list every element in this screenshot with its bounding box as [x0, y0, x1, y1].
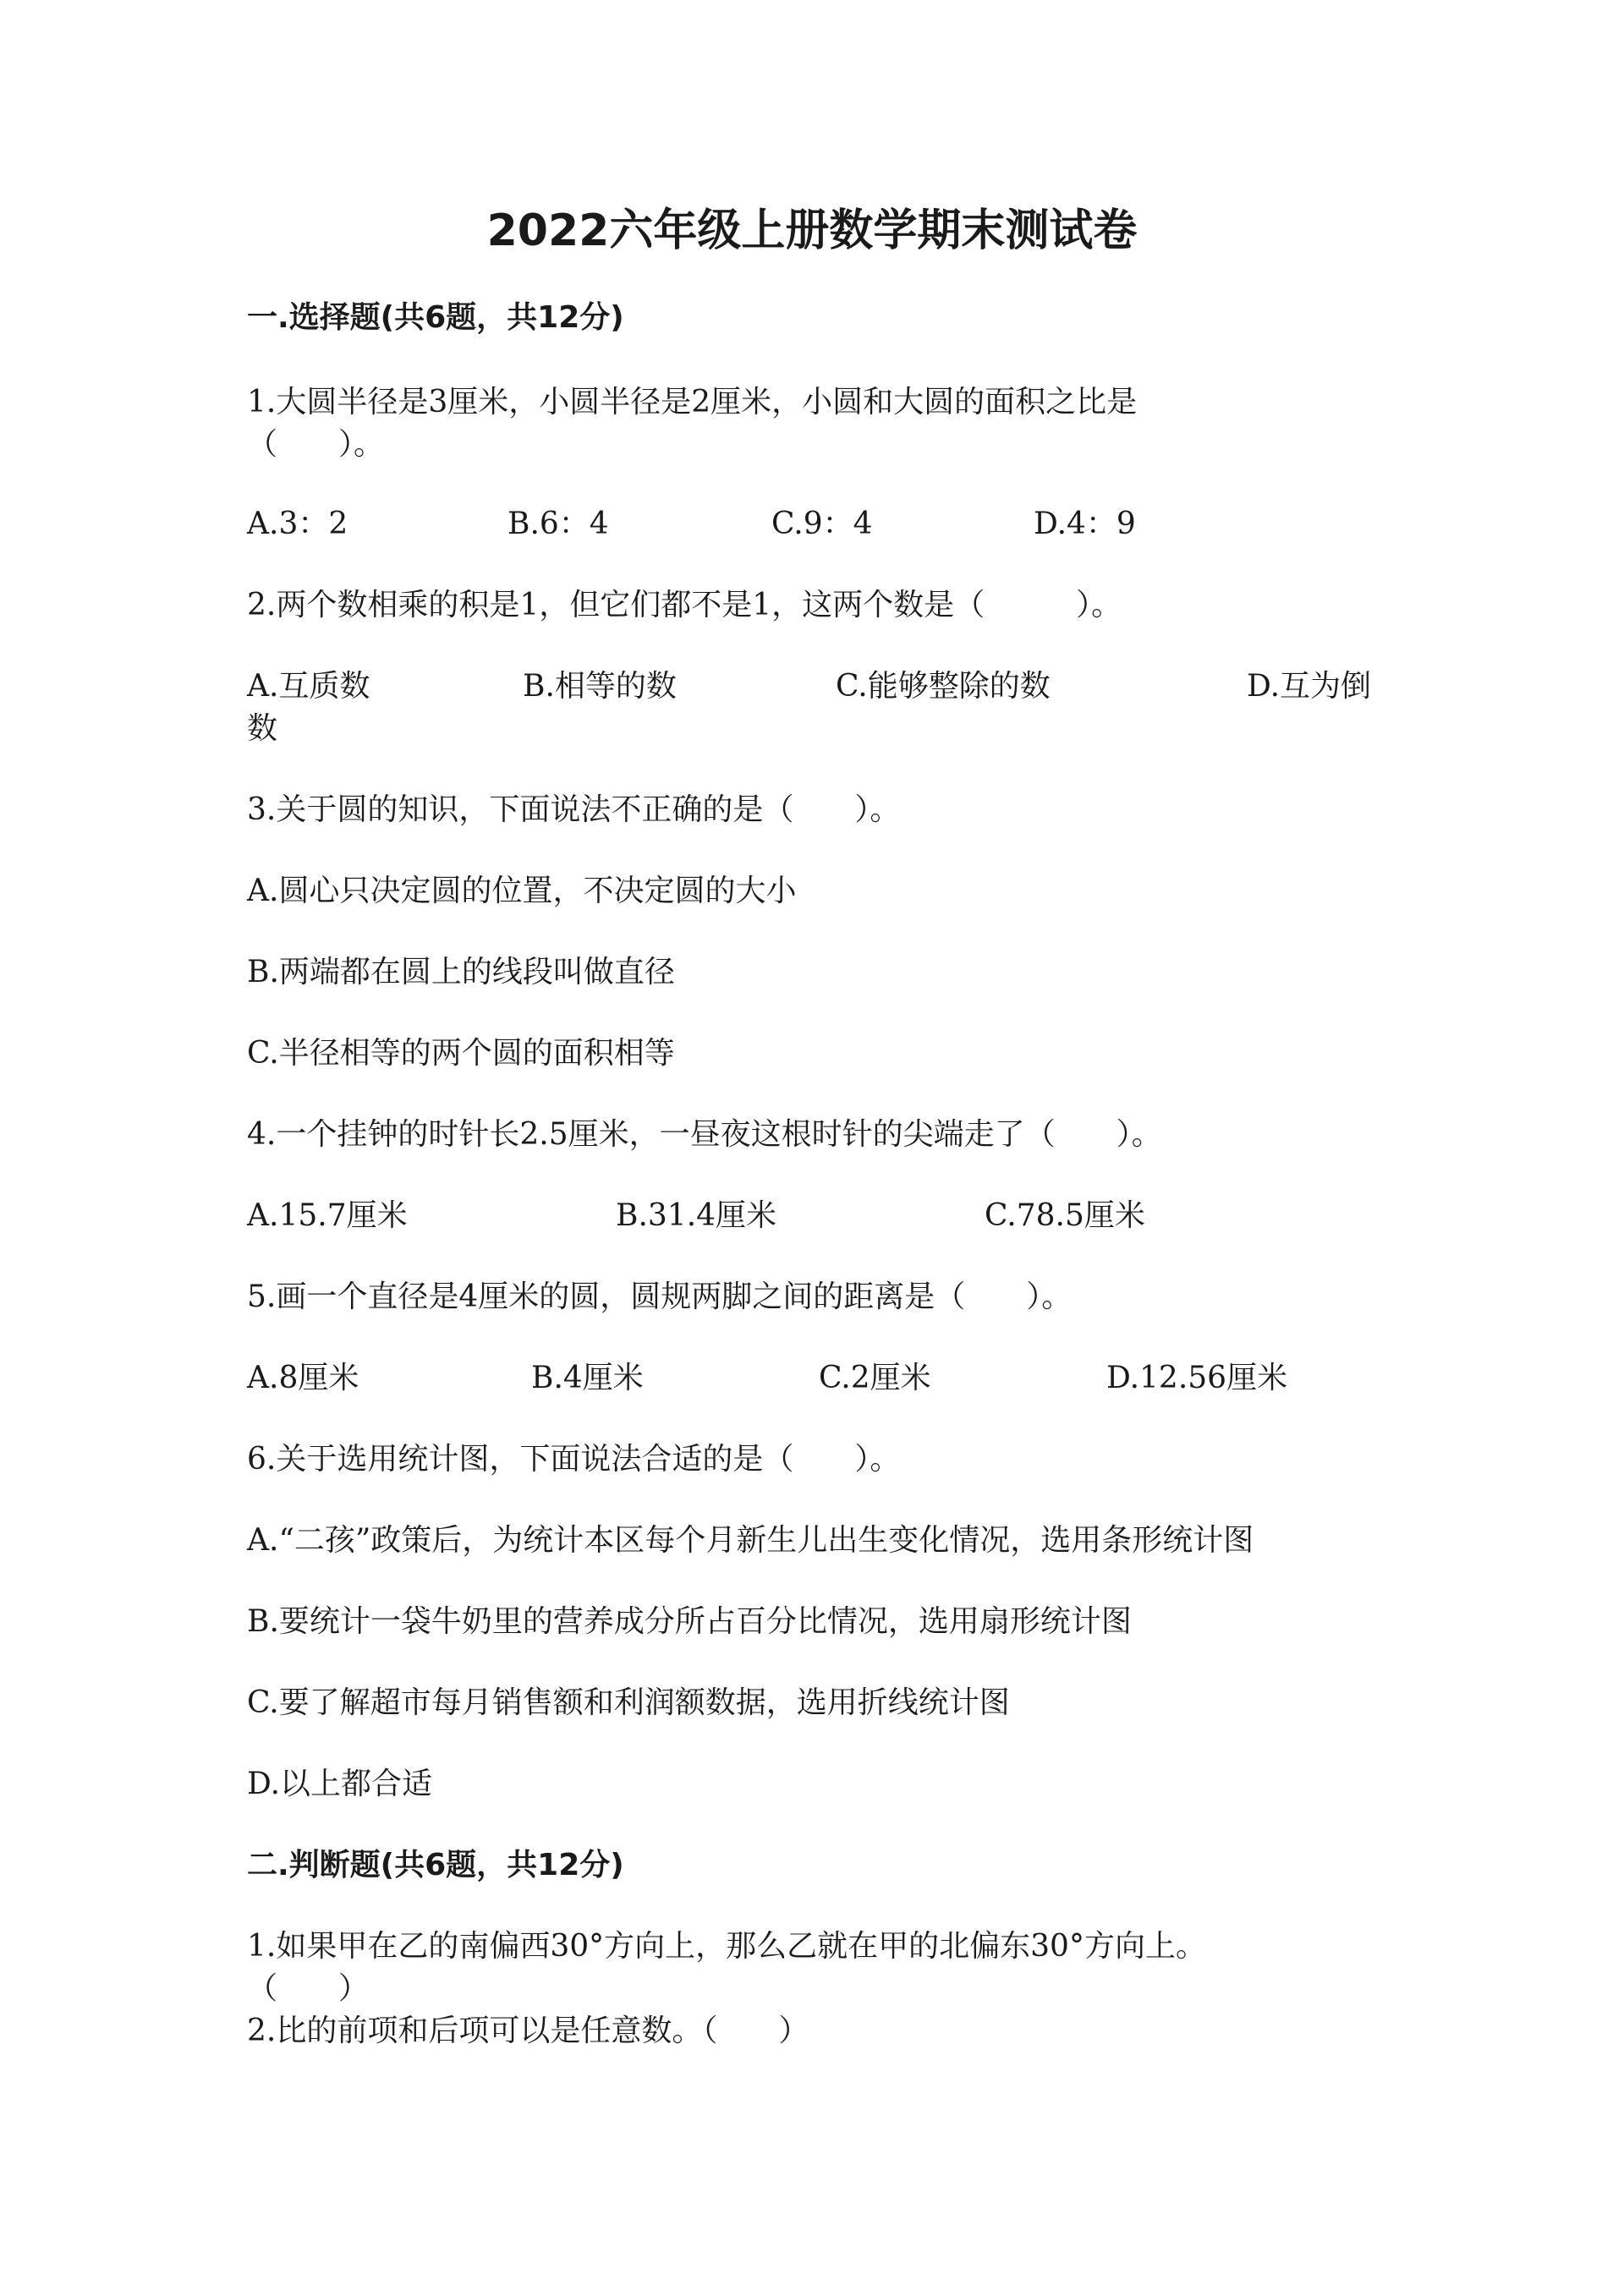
question-2-text: 2.两个数相乘的积是1，但它们都不是1，这两个数是（ ）。 [247, 588, 1122, 622]
question-2-option-c: C.能够整除的数 [836, 669, 1051, 704]
question-6-option-d: D.以上都合适 [247, 1767, 433, 1801]
question-2-option-d-wrap: 数 [247, 711, 278, 746]
question-1-text: 1.大圆半径是3厘米，小圆半径是2厘米，小圆和大圆的面积之比是 [247, 385, 1138, 419]
question-5-option-d: D.12.56厘米 [1106, 1361, 1288, 1395]
judgement-1-blank: （ ） [247, 1971, 370, 2006]
question-5-option-a: A.8厘米 [247, 1361, 359, 1395]
question-6-option-a: A.“二孩”政策后，为统计本区每个月新生儿出生变化情况，选用条形统计图 [247, 1523, 1254, 1558]
question-5-text: 5.画一个直径是4厘米的圆，圆规两脚之间的距离是（ ）。 [247, 1280, 1073, 1314]
question-4-option-c: C.78.5厘米 [985, 1198, 1145, 1233]
question-3-option-b: B.两端都在圆上的线段叫做直径 [247, 955, 675, 989]
question-5-option-c: C.2厘米 [819, 1361, 931, 1395]
question-2-option-a: A.互质数 [247, 669, 370, 704]
question-4-option-b: B.31.4厘米 [616, 1198, 777, 1233]
question-6-text: 6.关于选用统计图，下面说法合适的是（ ）。 [247, 1442, 901, 1477]
section-heading-choice: 一.选择题(共6题，共12分) [247, 300, 624, 335]
question-2-option-d: D.互为倒 [1247, 669, 1372, 704]
question-4-option-a: A.15.7厘米 [247, 1198, 408, 1233]
question-1-option-a: A.3：2 [247, 507, 348, 541]
section-heading-judgement: 二.判断题(共6题，共12分) [247, 1848, 624, 1882]
question-5-option-b: B.4厘米 [531, 1361, 644, 1395]
judgement-2-text: 2.比的前项和后项可以是任意数。（ ） [247, 2014, 809, 2048]
question-4-text: 4.一个挂钟的时针长2.5厘米，一昼夜这根时针的尖端走了（ ）。 [247, 1117, 1162, 1152]
question-1-option-b: B.6：4 [508, 507, 609, 541]
exam-title: 2022六年级上册数学期末测试卷 [486, 205, 1138, 256]
question-3-option-a: A.圆心只决定圆的位置，不决定圆的大小 [247, 874, 797, 908]
question-2-option-b: B.相等的数 [523, 669, 677, 704]
question-1-blank: （ ）。 [247, 427, 385, 462]
judgement-1-text: 1.如果甲在乙的南偏西30°方向上，那么乙就在甲的北偏东30°方向上。 [247, 1929, 1206, 1964]
question-6-option-b: B.要统计一袋牛奶里的营养成分所占百分比情况，选用扇形统计图 [247, 1604, 1132, 1639]
question-1-option-d: D.4：9 [1034, 507, 1136, 541]
question-1-option-c: C.9：4 [771, 507, 873, 541]
question-3-text: 3.关于圆的知识，下面说法不正确的是（ ）。 [247, 792, 901, 827]
question-6-option-c: C.要了解超市每月销售额和利润额数据，选用折线统计图 [247, 1685, 1010, 1720]
question-3-option-c: C.半径相等的两个圆的面积相等 [247, 1036, 675, 1071]
